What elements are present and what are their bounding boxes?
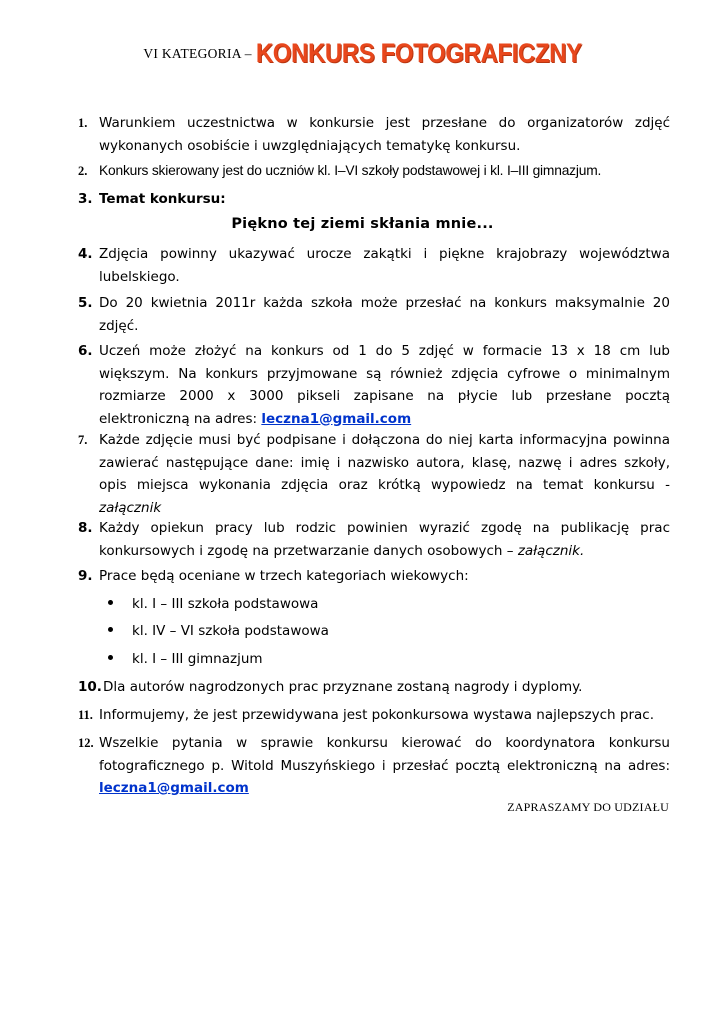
item-text: Informujemy, że jest przewidywana jest pokonkursowa wystawa najlepszych prac.	[99, 707, 654, 723]
bullet-icon	[108, 627, 113, 632]
category-list-item	[108, 620, 329, 642]
item-number: 9.	[78, 568, 93, 584]
closing-invitation: ZAPRASZAMY DO UDZIAŁU	[507, 800, 669, 814]
email-link[interactable]: leczna1@gmail.com	[261, 410, 412, 427]
rule-item-10	[78, 676, 670, 699]
item-number: 11.	[78, 708, 93, 722]
item-text: Temat konkursu:	[99, 191, 226, 207]
category-list-item	[108, 648, 263, 670]
item-text: Warunkiem uczestnictwa w konkursie jest przesłane do organizatorów zdjęć wykonanych osobiście i uwzględniających tematykę konkursu.	[99, 115, 670, 154]
rule-item-7	[78, 429, 670, 519]
attachment-note: załącznik	[99, 499, 162, 516]
item-text: Do 20 kwietnia 2011r każda szkoła może przesłać na konkurs maksymalnie 20 zdjęć.	[99, 295, 670, 334]
contest-title: KONKURS FOTOGRAFICZNY	[255, 38, 582, 69]
rule-item-8	[78, 517, 670, 562]
item-text	[99, 517, 670, 562]
item-body: Każdy opiekun pracy lub rodzic powinien wyrazić zgodę na publikację prac konkursowych i zgodę na przetwarzanie danych osobowych –	[99, 520, 670, 559]
rule-item-1	[78, 112, 670, 157]
rule-item-4	[78, 243, 670, 288]
category-text: kl. IV – VI szkoła podstawowa	[132, 623, 329, 639]
category-label: VI KATEGORIA –	[143, 46, 252, 61]
rule-item-6	[78, 340, 670, 430]
item-number: 1.	[78, 116, 88, 130]
item-text	[99, 340, 670, 430]
rule-item-2	[78, 160, 670, 183]
item-number: 6.	[78, 343, 93, 359]
item-number: 12.	[78, 736, 94, 750]
item-text: Zdjęcia powinny ukazywać urocze zakątki i piękne krajobrazy województwa lubelskiego.	[99, 246, 670, 285]
item-number: 10.	[78, 679, 102, 695]
item-text	[99, 732, 670, 800]
item-number: 8.	[78, 520, 93, 536]
attachment-note: załącznik.	[517, 542, 585, 559]
category-text: kl. I – III szkoła podstawowa	[132, 596, 319, 612]
rule-item-3	[78, 188, 670, 211]
item-text	[99, 429, 670, 519]
rule-item-12	[78, 732, 670, 800]
item-text: Prace będą oceniane w trzech kategoriach wiekowych:	[99, 568, 469, 584]
page-title	[0, 40, 725, 68]
bullet-icon	[108, 655, 113, 660]
contest-theme: Piękno tej ziemi skłania mnie...	[231, 216, 494, 232]
item-number: 5.	[78, 295, 93, 311]
item-number: 2.	[78, 164, 88, 178]
rule-item-11	[78, 704, 670, 727]
item-body: Każde zdjęcie musi być podpisane i dołączona do niej karta informacyjna powinna zawierać następujące dane: imię i nazwisko autora, klasę, nazwę i adres szkoły, opis miejsca wykonania zdjęcia oraz krótką wypowiedz na temat konkursu -	[99, 432, 670, 493]
email-link[interactable]: leczna1@gmail.com	[99, 780, 249, 796]
category-text: kl. I – III gimnazjum	[132, 651, 263, 667]
item-number: 4.	[78, 246, 93, 262]
rule-item-5	[78, 292, 670, 337]
rule-item-9	[78, 565, 670, 588]
item-text: Dla autorów nagrodzonych prac przyznane zostaną nagrody i dyplomy.	[103, 679, 583, 695]
category-list-item	[108, 593, 318, 615]
item-number: 3.	[78, 191, 93, 207]
bullet-icon	[108, 600, 113, 605]
item-body: Uczeń może złożyć na konkurs od 1 do 5 zdjęć w formacie 13 x 18 cm lub większym. Na konkurs przyjmowane są również zdjęcia cyfrowe o minimalnym rozmiarze 2000 x 3000 pikseli zapisane na płycie lub przesłane pocztą elektroniczną na adres:	[99, 343, 670, 427]
item-number: 7.	[78, 433, 88, 447]
item-body: Wszelkie pytania w sprawie konkursu kierować do koordynatora konkursu fotograficznego p. Witold Muszyńskiego i przesłać pocztą elektroniczną na adres:	[99, 735, 670, 774]
item-text: Konkurs skierowany jest do uczniów kl. I–VI szkoły podstawowej i kl. I–III gimnazjum.	[99, 163, 602, 178]
